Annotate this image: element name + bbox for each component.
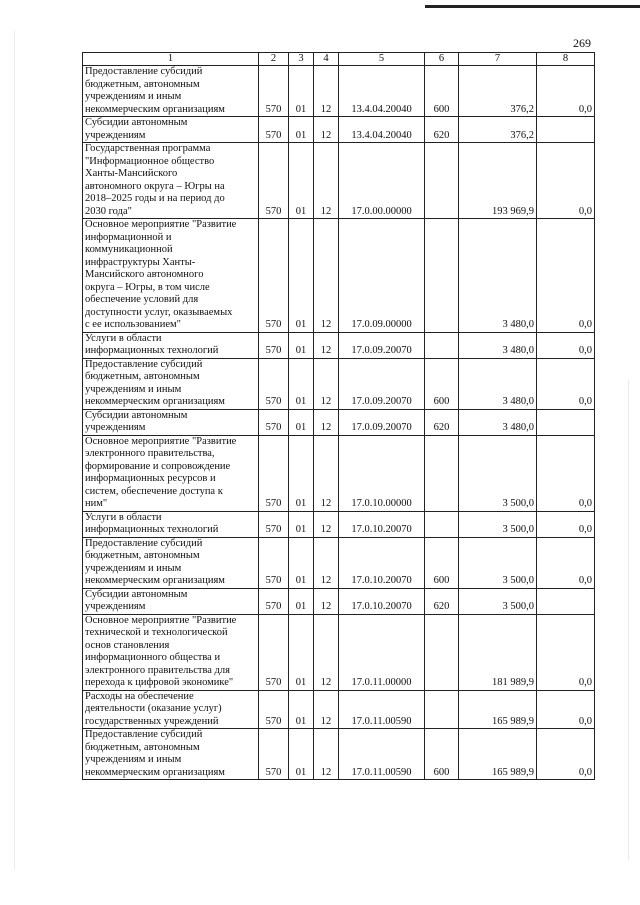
target-article-cell: 13.4.04.20040 [339,66,425,117]
expense-type-cell [425,690,459,729]
section-code-cell: 01 [289,690,314,729]
amount-cell: 3 500,0 [459,588,537,614]
header-row [83,53,595,66]
expenditure-name-cell: Основное мероприятие "Развитие технической и технологической основ становления информационного общества и электронного правительства для перехода к цифровой экономике" [83,614,259,690]
section-code-cell: 01 [289,409,314,435]
ministry-code-cell: 570 [259,435,289,511]
amount-cell: 0,0 [537,537,595,588]
column-header: 4 [314,53,339,66]
expenditure-name-cell: Услуги в области информационных технологий [83,511,259,537]
section-code-cell: 01 [289,614,314,690]
subsection-code-cell: 12 [314,143,339,219]
amount-cell: 0,0 [537,219,595,333]
target-article-cell: 13.4.04.20040 [339,117,425,143]
table-body [83,66,595,780]
amount-cell: 0,0 [537,66,595,117]
amount-cell: 0,0 [537,143,595,219]
ministry-code-cell: 570 [259,690,289,729]
section-code-cell: 01 [289,219,314,333]
amount-cell: 3 480,0 [459,332,537,358]
amount-cell: 0,0 [537,435,595,511]
subsection-code-cell: 12 [314,219,339,333]
column-header: 5 [339,53,425,66]
target-article-cell: 17.0.10.20070 [339,511,425,537]
expense-type-cell: 620 [425,588,459,614]
expense-type-cell: 620 [425,409,459,435]
expense-type-cell: 600 [425,729,459,780]
column-header: 3 [289,53,314,66]
expense-type-cell [425,435,459,511]
expense-type-cell [425,143,459,219]
subsection-code-cell: 12 [314,511,339,537]
amount-cell: 165 989,9 [459,690,537,729]
amount-cell [537,409,595,435]
expenditure-name-cell: Основное мероприятие "Развитие информационной и коммуникационной инфраструктуры Ханты- Мансийского автономного округа – Югры, в том числе обеспечение условий для доступности услуг, оказываемых с ее использованием" [83,219,259,333]
section-code-cell: 01 [289,511,314,537]
expenditure-name-cell: Государственная программа "Информационное общество Ханты-Мансийского автономного округа – Югры на 2018–2025 годы и на период до 2030 года" [83,143,259,219]
amount-cell: 193 969,9 [459,143,537,219]
amount-cell: 376,2 [459,117,537,143]
amount-cell [537,117,595,143]
expenditure-name-cell: Предоставление субсидий бюджетным, автономным учреждениям и иным некоммерческим организациям [83,537,259,588]
amount-cell: 165 989,9 [459,729,537,780]
column-header: 8 [537,53,595,66]
section-code-cell: 01 [289,588,314,614]
table-row [83,143,595,219]
subsection-code-cell: 12 [314,537,339,588]
ministry-code-cell: 570 [259,143,289,219]
top-rule [425,5,640,8]
section-code-cell: 01 [289,729,314,780]
amount-cell: 3 480,0 [459,409,537,435]
amount-cell [537,588,595,614]
target-article-cell: 17.0.09.20070 [339,358,425,409]
amount-cell: 0,0 [537,690,595,729]
target-article-cell: 17.0.11.00590 [339,690,425,729]
section-code-cell: 01 [289,358,314,409]
ministry-code-cell: 570 [259,511,289,537]
table-row [83,66,595,117]
column-header: 7 [459,53,537,66]
subsection-code-cell: 12 [314,690,339,729]
target-article-cell: 17.0.10.00000 [339,435,425,511]
expenditure-name-cell: Основное мероприятие "Развитие электронного правительства, формирование и сопровождение информационных ресурсов и систем, обеспечение доступа к ним" [83,435,259,511]
section-code-cell: 01 [289,117,314,143]
ministry-code-cell: 570 [259,66,289,117]
subsection-code-cell: 12 [314,358,339,409]
target-article-cell: 17.0.11.00000 [339,614,425,690]
column-header: 6 [425,53,459,66]
expenditure-name-cell: Услуги в области информационных технологий [83,332,259,358]
target-article-cell: 17.0.09.00000 [339,219,425,333]
section-code-cell: 01 [289,143,314,219]
target-article-cell: 17.0.09.20070 [339,409,425,435]
expenditure-name-cell: Предоставление субсидий бюджетным, автономным учреждениям и иным некоммерческим организациям [83,66,259,117]
column-header: 1 [83,53,259,66]
amount-cell: 3 500,0 [459,537,537,588]
table-row [83,537,595,588]
amount-cell: 0,0 [537,729,595,780]
table-row [83,511,595,537]
page-number: 269 [573,36,591,50]
amount-cell: 3 480,0 [459,219,537,333]
expense-type-cell [425,511,459,537]
amount-cell: 0,0 [537,614,595,690]
expenditure-name-cell: Субсидии автономным учреждениям [83,588,259,614]
target-article-cell: 17.0.09.20070 [339,332,425,358]
expense-type-cell: 600 [425,537,459,588]
section-code-cell: 01 [289,66,314,117]
subsection-code-cell: 12 [314,332,339,358]
expense-type-cell: 600 [425,66,459,117]
ministry-code-cell: 570 [259,219,289,333]
budget-table [82,52,595,780]
column-header: 2 [259,53,289,66]
subsection-code-cell: 12 [314,117,339,143]
section-code-cell: 01 [289,332,314,358]
expenditure-name-cell: Субсидии автономным учреждениям [83,409,259,435]
target-article-cell: 17.0.00.00000 [339,143,425,219]
expense-type-cell [425,219,459,333]
subsection-code-cell: 12 [314,409,339,435]
table-row [83,435,595,511]
amount-cell: 3 500,0 [459,511,537,537]
ministry-code-cell: 570 [259,358,289,409]
target-article-cell: 17.0.10.20070 [339,537,425,588]
subsection-code-cell: 12 [314,435,339,511]
amount-cell: 3 480,0 [459,358,537,409]
table-row [83,729,595,780]
subsection-code-cell: 12 [314,614,339,690]
ministry-code-cell: 570 [259,409,289,435]
ministry-code-cell: 570 [259,537,289,588]
expense-type-cell [425,332,459,358]
expense-type-cell [425,614,459,690]
amount-cell: 0,0 [537,511,595,537]
amount-cell: 0,0 [537,332,595,358]
amount-cell: 376,2 [459,66,537,117]
scan-edge-mark [628,380,629,860]
table-row [83,409,595,435]
subsection-code-cell: 12 [314,729,339,780]
table-row [83,332,595,358]
target-article-cell: 17.0.10.20070 [339,588,425,614]
expense-type-cell: 600 [425,358,459,409]
ministry-code-cell: 570 [259,117,289,143]
amount-cell: 3 500,0 [459,435,537,511]
expense-type-cell: 620 [425,117,459,143]
ministry-code-cell: 570 [259,332,289,358]
ministry-code-cell: 570 [259,588,289,614]
table-row [83,358,595,409]
subsection-code-cell: 12 [314,66,339,117]
expenditure-name-cell: Предоставление субсидий бюджетным, автономным учреждениям и иным некоммерческим организациям [83,729,259,780]
table-row [83,690,595,729]
section-code-cell: 01 [289,537,314,588]
expenditure-name-cell: Субсидии автономным учреждениям [83,117,259,143]
scan-edge-mark [14,30,15,870]
ministry-code-cell: 570 [259,614,289,690]
table-row [83,117,595,143]
table-row [83,219,595,333]
expenditure-name-cell: Предоставление субсидий бюджетным, автономным учреждениям и иным некоммерческим организациям [83,358,259,409]
amount-cell: 181 989,9 [459,614,537,690]
expenditure-name-cell: Расходы на обеспечение деятельности (оказание услуг) государственных учреждений [83,690,259,729]
subsection-code-cell: 12 [314,588,339,614]
ministry-code-cell: 570 [259,729,289,780]
section-code-cell: 01 [289,435,314,511]
amount-cell: 0,0 [537,358,595,409]
table-row [83,614,595,690]
table-row [83,588,595,614]
target-article-cell: 17.0.11.00590 [339,729,425,780]
